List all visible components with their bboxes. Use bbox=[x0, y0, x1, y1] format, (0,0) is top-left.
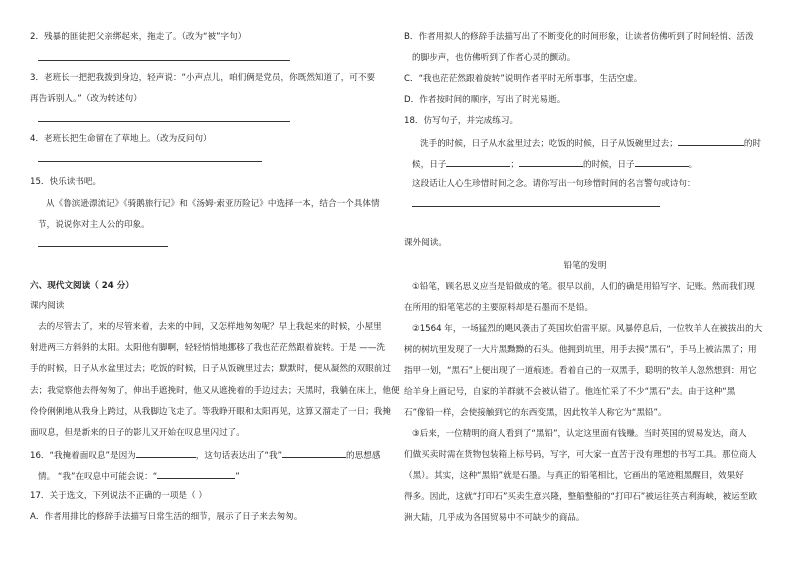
question-17-option-c: C．“我也茫茫然跟着旋转”说明作者平时无所事事，生活空虚。 bbox=[404, 74, 643, 84]
question-18-text-e: 的时候，日子 bbox=[583, 160, 635, 170]
passage-title: 铅笔的发明 bbox=[563, 261, 607, 271]
question-18-text-f: 。 bbox=[688, 160, 698, 170]
answer-line-15[interactable] bbox=[38, 246, 168, 247]
passage-2-line: 得多。因此，这就“打印石”买卖生意兴隆，整船整船的“打印石”被运往英吉利海峡，被运至欧 bbox=[404, 492, 757, 502]
question-2: 2．残暴的匪徒把父亲绑起来，拖走了。（改为“被”字句） bbox=[30, 32, 247, 42]
answer-line-3[interactable] bbox=[38, 121, 290, 122]
question-17-option-a: A．作者用排比的修辞手法描写日常生活的细节，展示了日子来去匆匆。 bbox=[30, 512, 303, 522]
question-17-option-d: D．作者按时间的顺序，写出了时光易逝。 bbox=[404, 95, 566, 105]
passage-line: 去的尽管去了，来的尽管来着，去来的中间，又怎样地匆匆呢？早上我起来的时候，小屋里 bbox=[38, 322, 382, 332]
question-15: 15．快乐读书吧。 bbox=[30, 177, 102, 187]
question-18: 18．仿写句子，并完成练习。 bbox=[404, 116, 519, 126]
passage-line: 射进两三方斜斜的太阳。太阳他有脚啊，轻轻悄悄地挪移了我也茫茫然跟着旋转。于是 ——洗 bbox=[30, 343, 386, 353]
blank-16-reason[interactable] bbox=[136, 448, 196, 458]
blank-18-a[interactable] bbox=[678, 136, 744, 146]
question-16-text-c: 的思想感 bbox=[346, 451, 381, 461]
passage-2-line: 树的树坑里发现了一大片黑黝黝的石头。他拥到坑里，用手去摸“黑石”，手马上被沾黑了；用 bbox=[404, 345, 757, 355]
question-18-text-b: 的时 bbox=[743, 139, 762, 149]
question-18-line2 bbox=[412, 157, 766, 171]
question-16-text-d: 情。 “我”在叹息中可能会说：“ bbox=[38, 472, 158, 482]
passage-2-line: ③后来，一位精明的商人看到了“黑铅”，认定这里面有钱赚。当时英国的贸易发达，商人 bbox=[412, 429, 747, 439]
passage-2-line: ②1564 年，一场猛烈的飓风袭击了英国坎伯雷平原。风暴停息后，一位牧羊人在被拔出的大 bbox=[412, 324, 763, 334]
question-16-line2 bbox=[38, 469, 392, 483]
extra-reading-label: 课外阅读。 bbox=[404, 238, 447, 248]
blank-18-b[interactable] bbox=[446, 157, 510, 167]
question-17: 17．关于选文，下列说法不正确的一项是（ ） bbox=[30, 491, 207, 501]
answer-line-18[interactable] bbox=[412, 206, 660, 207]
answer-line-2[interactable] bbox=[38, 60, 290, 61]
passage-line: 手的时候，日子从水盆里过去；吃饭的时候，日子从饭碗里过去；默默时，便从凝然的双眼前过 bbox=[30, 364, 391, 374]
passage-2-line: ①铅笔，顾名思义应当是铅做成的笔。很早以前，人们的确是用铅写字、记账。然而我们现 bbox=[412, 282, 755, 292]
passage-2-line: 指甲一划，“黑石”上便出现了一道痕迹。看着自己的一双黑手，聪明的牧羊人忽然想到：用它 bbox=[404, 366, 757, 376]
question-16-line1 bbox=[30, 448, 392, 462]
passage-2-line: 给羊身上画记号，自家的羊群就不会被认错了。他连忙采了不少“黑石”去。由于这种“黑 bbox=[404, 387, 736, 397]
blank-16-quote[interactable] bbox=[157, 469, 235, 479]
blank-16-feeling[interactable] bbox=[282, 448, 346, 458]
passage-2-line: 石”像铅一样，会使接触到它的东西变黑，因此牧羊人称它为“黑铅”。 bbox=[404, 408, 667, 418]
question-18-line1 bbox=[404, 136, 766, 150]
passage-2-line: 洲大陆，几乎成为各国贸易中不可缺少的商品。 bbox=[404, 513, 585, 523]
blank-18-c[interactable] bbox=[519, 157, 583, 167]
question-16-text-e: ” bbox=[235, 472, 240, 482]
question-17-option-b-line2: 的脚步声，也仿佛听到了作者心灵的颤动。 bbox=[412, 53, 576, 63]
question-15-prompt-line2: 节，说说你对主人公的印象。 bbox=[38, 220, 150, 230]
question-15-prompt-line1: 从《鲁滨逊漂流记》《骑鹅旅行记》和《汤姆·索亚历险记》中选择一本，结合一个具体情 bbox=[46, 199, 380, 209]
passage-2-line: 们做买卖时需在货物包装箱上标号码，写字，可大家一直苦于没有理想的书写工具。那位商人 bbox=[404, 450, 757, 460]
question-16-text-a: 16．“我掩着面叹息”是因为 bbox=[30, 451, 136, 461]
answer-line-4[interactable] bbox=[38, 161, 262, 162]
question-3-line1: 3．老班长一把把我拨到身边，轻声说：“小声点儿，咱们俩是党员，你既然知道了，可不要 bbox=[30, 73, 376, 83]
passage-line: 伶伶俐俐地从我身上跨过，从我脚边飞走了。等我睁开眼和太阳再见，这算又溜走了一日；我掩 bbox=[30, 407, 391, 417]
section-6-heading: 六、现代文阅读（ 24 分） bbox=[30, 281, 134, 291]
question-3-line2: 再告诉别人。”（改为转述句） bbox=[30, 94, 142, 104]
passage-2-line: （黑）。其实，这种“黑铅”就是石墨。与真正的铅笔相比，它画出的笔迹粗黑醒目，效果好 bbox=[404, 471, 744, 481]
question-17-option-b-line1: B．作者用拟人的修辞手法描写出了不断变化的时间形象，让读者仿佛听到了时间轻悄、活泼 bbox=[404, 32, 754, 42]
question-4: 4．老班长把生命留在了草地上。（改为反问句） bbox=[30, 134, 212, 144]
question-16-text-b: ，这句话表达出了“我” bbox=[195, 451, 283, 461]
passage-line: 去；我觉察他去得匆匆了，伸出手遮挽时，他又从遮挽着的手边过去；天黑时，我躺在床上，他便 bbox=[30, 386, 400, 396]
blank-18-d[interactable] bbox=[635, 157, 689, 167]
question-18-text-d: ； bbox=[510, 160, 519, 170]
passage-2-line: 在所用的铅笔笔芯的主要原料却是石墨而不是铅。 bbox=[404, 303, 594, 313]
passage-line: 面叹息，但是新来的日子的影儿又开始在叹息里闪过了。 bbox=[30, 428, 245, 438]
question-18-text-c: 候，日子 bbox=[412, 160, 447, 170]
in-class-reading-label: 课内阅读 bbox=[30, 301, 65, 311]
question-18-prompt: 这段话让人心生珍惜时间之念。请你写出一句珍惜时间的名言警句或诗句： bbox=[412, 179, 696, 189]
question-18-text-a: 洗手的时候，日子从水盆里过去；吃饭的时候，日子从饭碗里过去； bbox=[420, 139, 678, 149]
